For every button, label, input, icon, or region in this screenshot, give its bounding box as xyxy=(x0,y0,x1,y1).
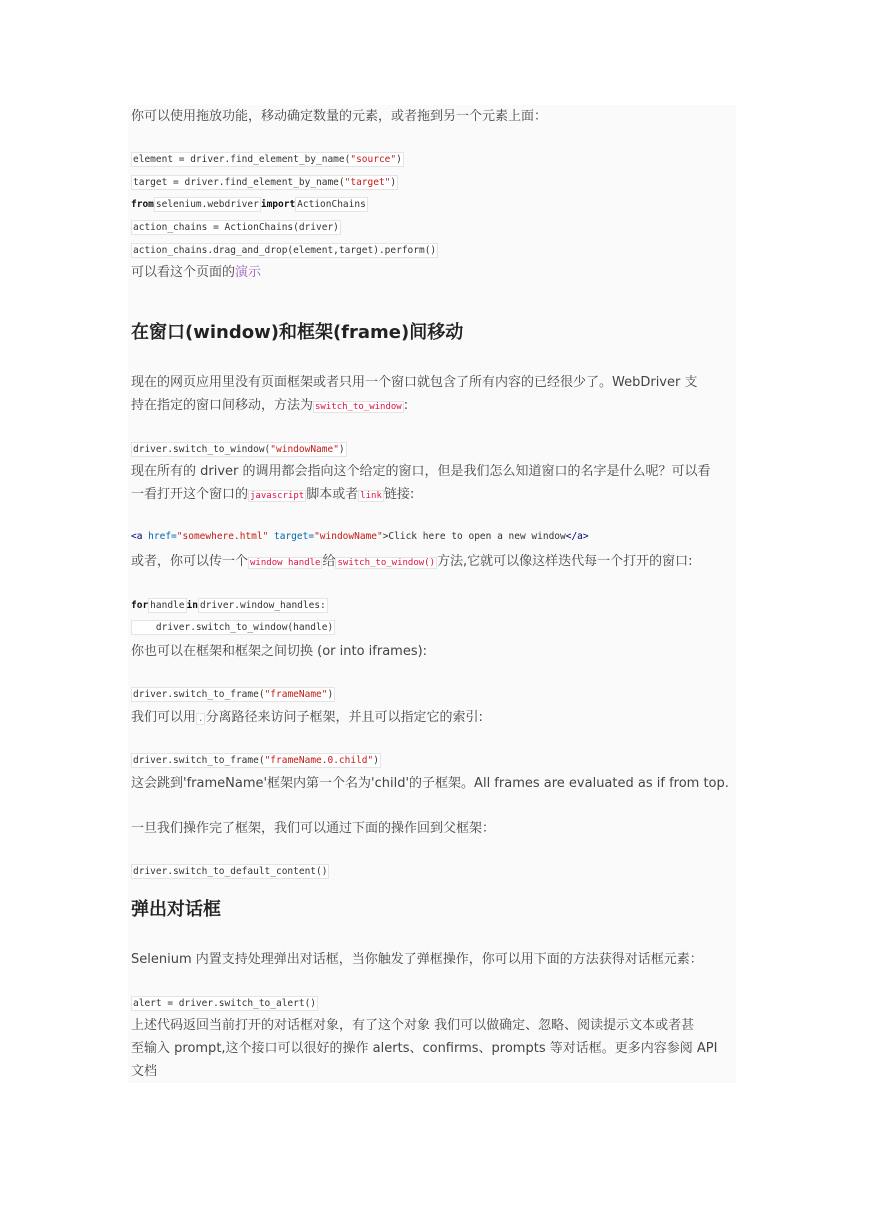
intro-paragraph: 你可以使用拖放功能，移动确定数量的元素，或者拖到另一个元素上面： xyxy=(131,109,548,124)
paragraph: 文档 xyxy=(131,1064,158,1079)
paragraph: 一看打开这个窗口的 javascript 脚本或者 link 链接: xyxy=(131,487,415,502)
code-line: driver.switch_to_default_content() xyxy=(133,866,328,877)
inline-code: switch_to_window xyxy=(315,402,402,412)
demo-paragraph: 可以看这个页面的演示 xyxy=(131,265,262,280)
code-line: driver.switch_to_window("windowName") xyxy=(133,444,345,455)
paragraph: 你也可以在框架和框架之间切换 (or into iframes): xyxy=(131,644,428,659)
paragraph: 现在的网页应用里没有页面框架或者只用一个窗口就包含了所有内容的已经很少了。WebDriver 支 xyxy=(131,375,698,390)
paragraph: 我们可以用 . 分离路径来访问子框架，并且可以指定它的索引: xyxy=(131,710,483,725)
code-line: element = driver.find_element_by_name("source") xyxy=(133,154,402,165)
paragraph: 至输入 prompt,这个接口可以很好的操作 alerts、confirms、prompts 等对话框。更多内容参阅 API xyxy=(131,1041,718,1056)
section-heading-windows-frames: 在窗口(window)和框架(frame)间移动 xyxy=(131,322,464,343)
section-heading-popups: 弹出对话框 xyxy=(131,899,221,920)
paragraph: 或者，你可以传一个 window handle 给 switch_to_window() 方法,它就可以像这样迭代每一个打开的窗口: xyxy=(131,554,693,569)
demo-link[interactable]: 演示 xyxy=(235,265,262,280)
inline-code: link xyxy=(360,491,382,501)
paragraph: 一旦我们操作完了框架，我们可以通过下面的操作回到父框架： xyxy=(131,821,496,836)
paragraph: 持在指定的窗口间移动，方法为 switch_to_window : xyxy=(131,398,409,413)
paragraph: Selenium 内置支持处理弹出对话框，当你触发了弹框操作，你可以用下面的方法获得对话框元素： xyxy=(131,952,703,967)
code-line: action_chains = ActionChains(driver) xyxy=(133,222,339,233)
inline-code: javascript xyxy=(250,491,305,501)
paragraph: 现在所有的 driver 的调用都会指向这个给定的窗口，但是我们怎么知道窗口的名字是什么呢？可以看 xyxy=(131,464,711,479)
code-line: alert = driver.switch_to_alert() xyxy=(133,998,317,1009)
code-line: driver.switch_to_frame("frameName") xyxy=(133,689,334,700)
code-line: driver.switch_to_frame("frameName.0.child") xyxy=(133,755,379,766)
code-line: target = driver.find_element_by_name("target") xyxy=(133,177,397,188)
code-line: action_chains.drag_and_drop(element,target).perform() xyxy=(133,245,437,256)
code-line: forhandleindriver.window_handles: xyxy=(131,600,326,611)
inline-code: window handle xyxy=(250,558,321,568)
code-line: fromselenium.webdriverimportActionChains xyxy=(131,199,366,210)
paragraph: 这会跳到'frameName'框架内第一个名为'child'的子框架。All frames are evaluated as if from top. xyxy=(131,776,729,791)
html-code-line: <a href="somewhere.html" target="windowName">Click here to open a new window</a> xyxy=(131,531,589,542)
inline-code: . xyxy=(198,714,204,724)
paragraph: 上述代码返回当前打开的对话框对象，有了这个对象 我们可以做确定、忽略、阅读提示文本或者甚 xyxy=(131,1018,695,1033)
code-line: driver.switch_to_window(handle) xyxy=(133,622,334,633)
inline-code: switch_to_window() xyxy=(337,558,436,568)
